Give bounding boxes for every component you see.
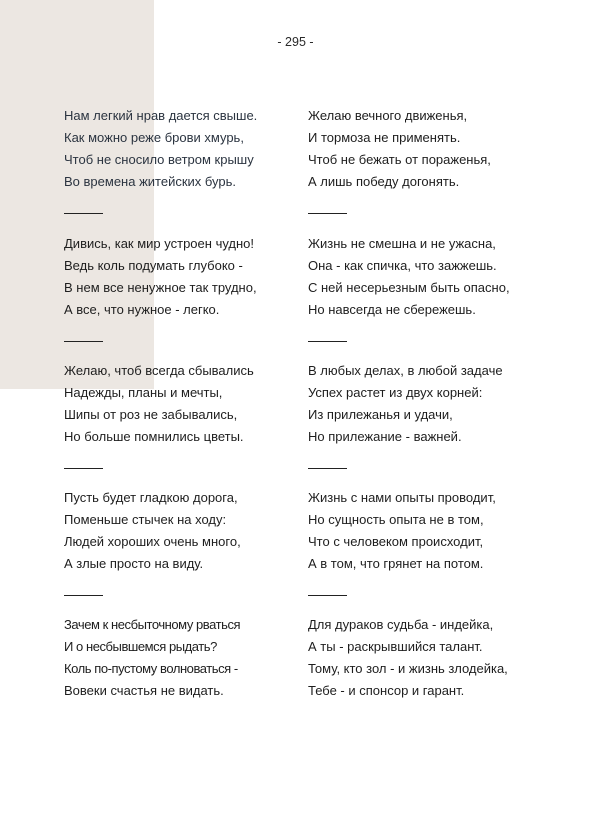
poem-line: Пусть будет гладкою дорога, (64, 490, 238, 505)
poem-line: Но навсегда не сбережешь. (308, 302, 476, 317)
poem-line: Желаю вечного движенья, (308, 108, 468, 123)
poem-line: И о несбывшемся рыдать? (64, 639, 217, 654)
poem-line: Тому, кто зол - и жизнь злодейка, (308, 661, 508, 676)
poem-line: Людей хороших очень много, (64, 534, 241, 549)
poem-line: С ней несерьезным быть опасно, (308, 280, 510, 295)
poem-line: И тормоза не применять. (308, 130, 461, 145)
poem-line: Но прилежание - важней. (308, 429, 462, 444)
poem-line: Шипы от роз не забывались, (64, 407, 238, 422)
poem-line: Чтоб не бежать от пораженья, (308, 152, 491, 167)
stanza (308, 487, 548, 575)
poem-line: В любых делах, в любой задаче (308, 363, 503, 378)
stanza (308, 105, 548, 193)
stanza (308, 233, 548, 321)
stanza-divider (308, 595, 347, 596)
poem-line: Ведь коль подумать глубоко - (64, 258, 243, 273)
stanza-divider (64, 595, 103, 596)
stanza-divider (64, 213, 103, 214)
poem-line: В нем все ненужное так трудно, (64, 280, 257, 295)
poem-line: Но больше помнились цветы. (64, 429, 244, 444)
poem-line: Что с человеком происходит, (308, 534, 484, 549)
stanza (64, 487, 294, 575)
poem-line: А в том, что грянет на потом. (308, 556, 484, 571)
stanza (64, 233, 294, 321)
stanza-divider (64, 468, 103, 469)
poem-line: А ты - раскрывшийся талант. (308, 639, 483, 654)
poem-line: Во времена житейских бурь. (64, 174, 237, 189)
poem-line: Коль по-пустому волноваться - (64, 661, 238, 676)
poem-line: Вовеки счастья не видать. (64, 683, 224, 698)
poem-line: Жизнь не смешна и не ужасна, (308, 236, 496, 251)
page-number: - 295 - (277, 35, 314, 49)
poem-line: А все, что нужное - легко. (64, 302, 220, 317)
poem-line: А лишь победу догонять. (308, 174, 460, 189)
poem-line: Зачем к несбыточному рваться (64, 617, 241, 632)
poem-line: Нам легкий нрав дается свыше. (64, 108, 258, 123)
stanza (308, 360, 548, 448)
stanza-divider (64, 341, 103, 342)
poem-line: Поменьше стычек на ходу: (64, 512, 227, 527)
poem-line: Из прилежанья и удачи, (308, 407, 453, 422)
poem-line: Чтоб не сносило ветром крышу (64, 152, 254, 167)
poem-line: Надежды, планы и мечты, (64, 385, 223, 400)
stanza-divider (308, 468, 347, 469)
stanza (64, 360, 294, 448)
stanza-divider (308, 213, 347, 214)
poem-line: Тебе - и спонсор и гарант. (308, 683, 465, 698)
poem-line: Она - как спичка, что зажжешь. (308, 258, 497, 273)
stanza-divider (308, 341, 347, 342)
stanza (64, 614, 294, 702)
poem-line: Успех растет из двух корней: (308, 385, 483, 400)
poem-line: Желаю, чтоб всегда сбывались (64, 363, 254, 378)
poem-line: Дивись, как мир устроен чудно! (64, 236, 255, 251)
poem-line: Но сущность опыта не в том, (308, 512, 484, 527)
stanza (64, 105, 294, 193)
stanza (308, 614, 548, 702)
decorative-beige-block (0, 0, 154, 389)
poem-line: А злые просто на виду. (64, 556, 204, 571)
poem-line: Жизнь с нами опыты проводит, (308, 490, 496, 505)
poem-line: Как можно реже брови хмурь, (64, 130, 244, 145)
poem-line: Для дураков судьба - индейка, (308, 617, 494, 632)
